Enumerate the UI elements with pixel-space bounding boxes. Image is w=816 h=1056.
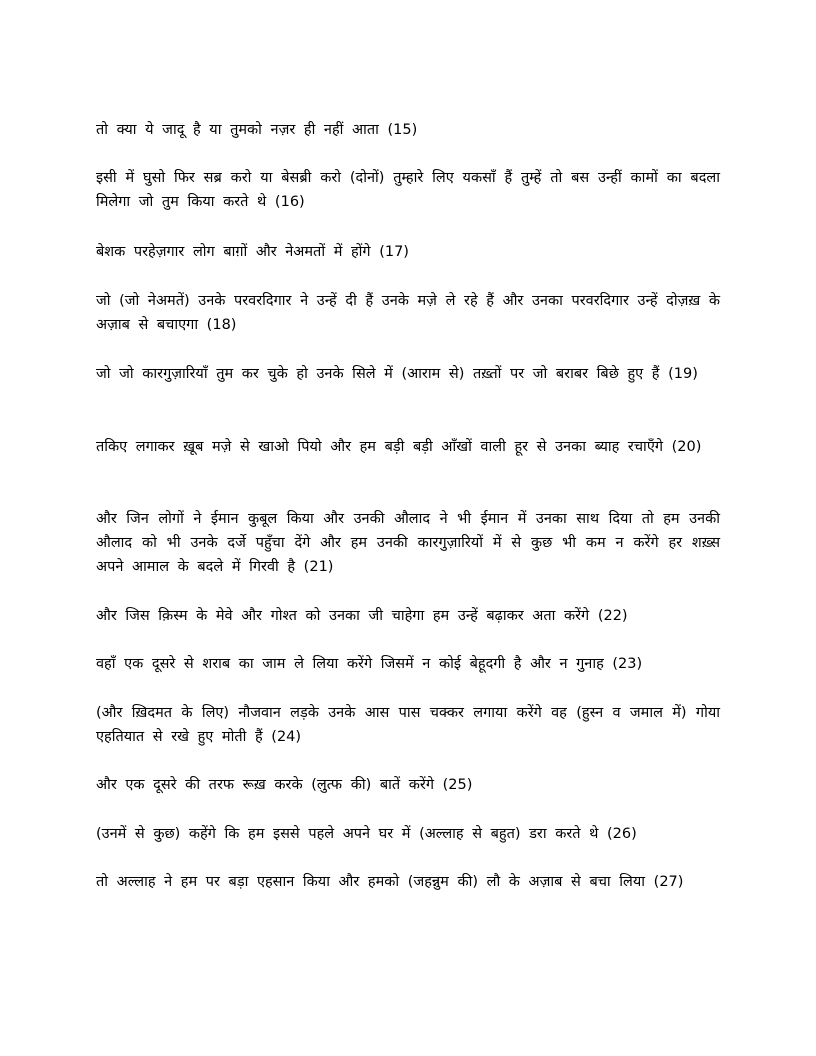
verse-27: तो अल्लाह ने हम पर बड़ा एहसान किया और हमको (जहन्नुम की) लौ के अज़ाब से बचा लिया (27) xyxy=(96,874,684,890)
verse-22: और जिस क़िस्म के मेवे और गोश्त को उनका जी चाहेगा हम उन्हें बढ़ाकर अता करेंगे (22) xyxy=(96,608,628,624)
verse-21: और जिन लोगों ने ईमान कुबूल किया और उनकी औलाद ने भी ईमान में उनका साथ दिया तो हम उनकी औलाद को भी उनके दर्जे पहुँचा देंगे और हम उनकी कारगुज़ारियों में से कुछ भी कम न करेंगे हर शख़्स अपने आमाल के बदले में गिरवी है (21) xyxy=(96,511,720,575)
verse-24: (और ख़िदमत के लिए) नौजवान लड़के उनके आस पास चक्कर लगाया करेंगे वह (हुस्न व जमाल में) गोया एहतियात से रखे हुए मोती हैं (24) xyxy=(96,705,720,745)
verse-19: जो जो कारगुज़ारियाँ तुम कर चुके हो उनके सिले में (आराम से) तख़्तों पर जो बराबर बिछे हुए हैं (19) xyxy=(96,366,698,382)
verse-23: वहाँ एक दूसरे से शराब का जाम ले लिया करेंगे जिसमें न कोई बेहूदगी है और न गुनाह (23) xyxy=(96,656,643,672)
verse-26: (उनमें से कुछ) कहेंगे कि हम इससे पहले अपने घर में (अल्लाह से बहुत) डरा करते थे (26) xyxy=(96,826,637,842)
verse-16: इसी में घुसो फिर सब्र करो या बेसब्री करो (दोनों) तुम्हारे लिए यकसाँ हैं तुम्हें तो बस उन्हीं कामों का बदला मिलेगा जो तुम किया करते थे (16) xyxy=(96,170,720,210)
verse-17: बेशक परहेज़गार लोग बाग़ों और नेअमतों में होंगे (17) xyxy=(96,244,409,260)
verse-18: जो (जो नेअमतें) उनके परवरदिगार ने उन्हें दी हैं उनके मज़े ले रहे हैं और उनका परवरदिगार उन्हें दोज़ख़ के अज़ाब से बचाएगा (18) xyxy=(96,293,720,333)
verse-15: तो क्या ये जादू है या तुमको नज़र ही नहीं आता (15) xyxy=(96,122,418,138)
verse-20: तकिए लगाकर ख़ूब मज़े से खाओ पियो और हम बड़ी बड़ी आँखों वाली हूर से उनका ब्याह रचाएँगे (20) xyxy=(96,439,702,455)
verse-25: और एक दूसरे की तरफ रूख़ करके (लुत्फ की) बातें करेंगे (25) xyxy=(96,777,473,793)
